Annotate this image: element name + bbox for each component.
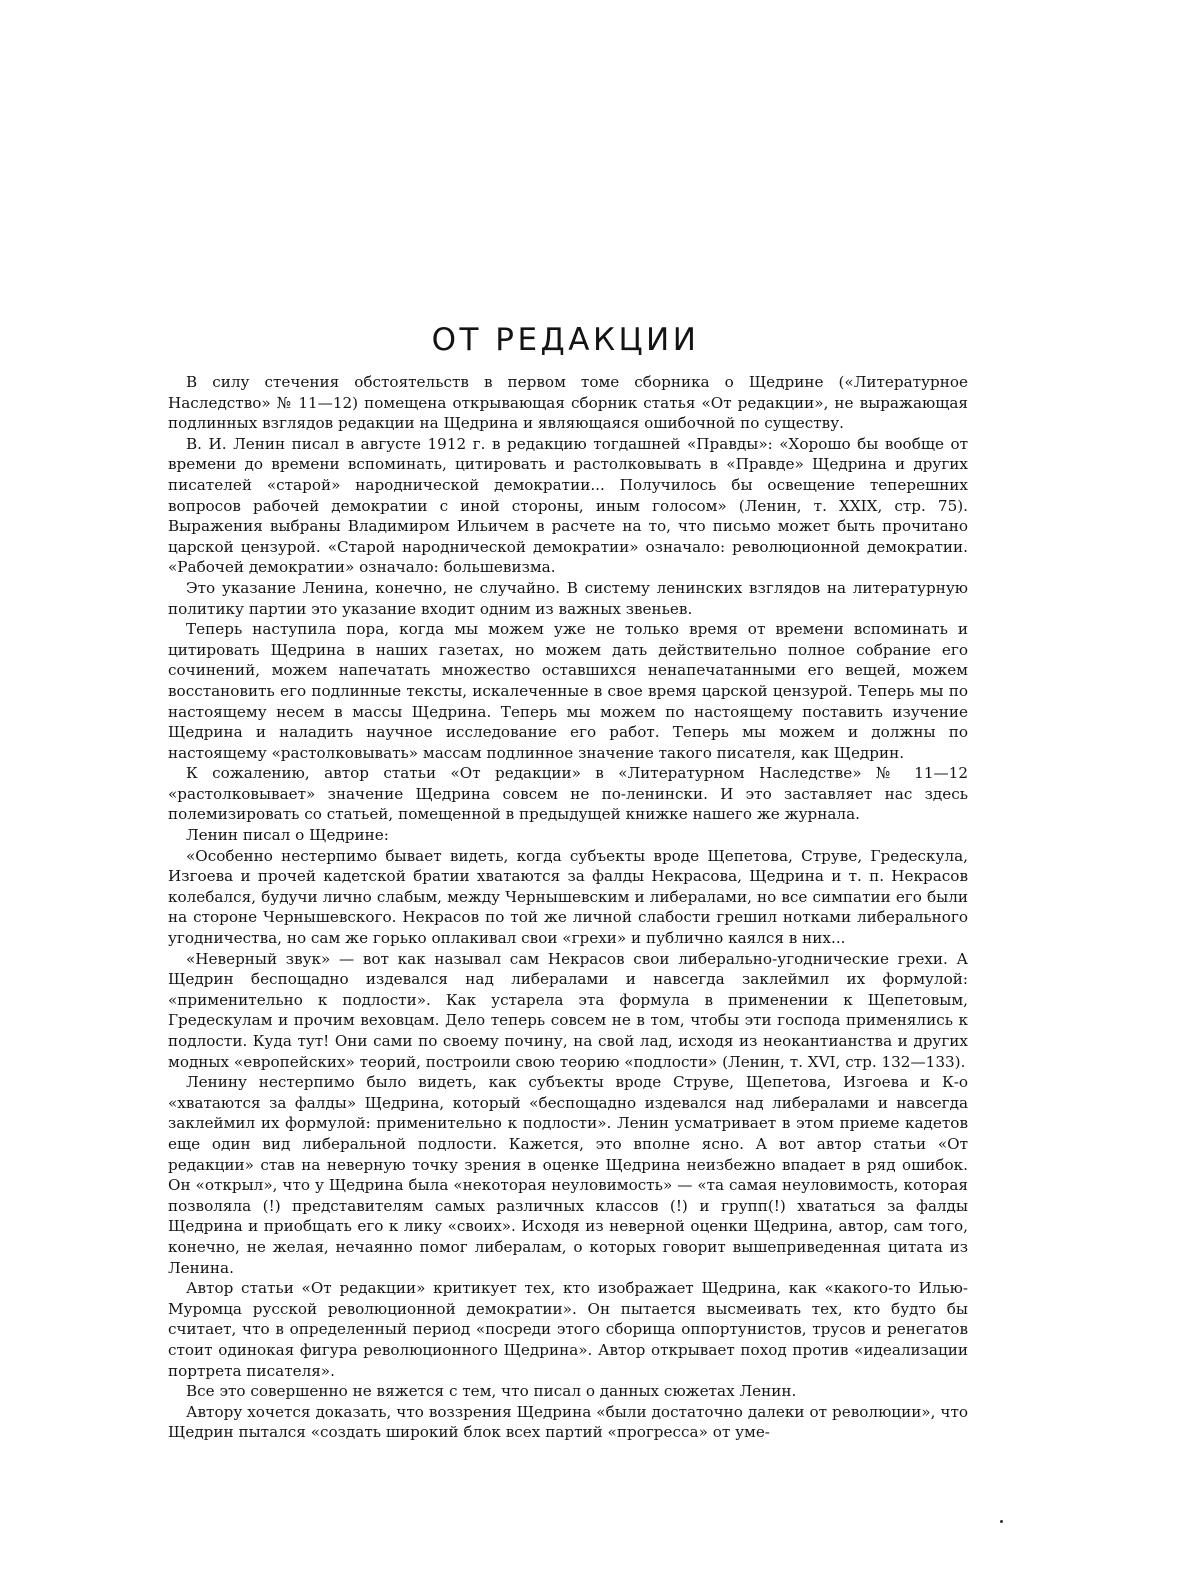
paragraph-2: В. И. Ленин писал в августе 1912 г. в редакцию тогдашней «Правды»: «Хорошо бы вообще от времени до времени вспоминать, цитировать и растолковывать в «Правде» Щедрина и других писателей «старой» народнической демократии... Получилось бы освещение теперешних вопросов рабочей демократии с иной стороны, иным голосом» (Ленин, т. XXIX, стр. 75). Выражения выбраны Владимиром Ильичем в расчете на то, что письмо может быть прочитано царской цензурой. «Старой народнической демократии» означало: революционной демократии. «Рабочей демократии» означало: большевизма.	[168, 434, 968, 577]
page-title: ОТ РЕДАКЦИИ	[431, 322, 700, 358]
article-body	[168, 372, 968, 1443]
paragraph-1: В силу стечения обстоятельств в первом томе сборника о Щедрине («Литературное Наследство» № 11—12) помещена открывающая сборник статья «От редакции», не выражающая подлинных взглядов редакции на Щедрина и являющаяся ошибочной по существу.	[168, 373, 968, 433]
paragraph-6: Ленин писал о Щедрине:	[186, 826, 389, 845]
paragraph-7: «Особенно нестерпимо бывает видеть, когда субъекты вроде Щепетова, Струве, Гредескула, Изгоева и прочей кадетской братии хватаются за фалды Некрасова, Щедрина и т. п. Некрасов колебался, будучи лично слабым, между Чернышевским и либералами, но все симпатии его были на стороне Чернышевского. Некрасов по той же личной слабости грешил нотками либерального угодничества, но сам же горько оплакивал свои «грехи» и публично каялся в них...	[168, 846, 968, 948]
ink-dot	[1000, 1520, 1003, 1523]
paragraph-4: Теперь наступила пора, когда мы можем уже не только время от времени вспоминать и цитировать Щедрина в наших газетах, но можем дать действительно полное собрание его сочинений, можем напечатать множество оставшихся ненапечатанными его вещей, можем восстановить его подлинные тексты, искалеченные в свое время царской цензурой. Теперь мы по настоящему несем в массы Щедрина. Теперь мы можем по настоящему поставить изучение Щедрина и наладить научное исследование его работ. Теперь мы можем и должны по настоящему «растолковывать» массам подлинное значение такого писателя, как Щедрин.	[168, 620, 968, 762]
paragraph-5: К сожалению, автор статьи «От редакции» в «Литературном Наследстве» № 11—12 «растолковывает» значение Щедрина совсем не по-ленински. И это заставляет нас здесь полемизировать со статьей, помещенной в предыдущей книжке нашего же журнала.	[168, 764, 968, 824]
paragraph-8: «Неверный звук» — вот как называл сам Некрасов свои либерально-угоднические грехи. А Щедрин беспощадно издевался над либералами и навсегда заклеймил их формулой: «применительно к подлости». Как устарела эта формула в применении к Щепетовым, Гредескулам и прочим веховцам. Дело теперь совсем не в том, чтобы эти господа применялись к подлости. Куда тут! Они сами по своему почину, на свой лад, исходя из неокантианства и других модных «европейских» теорий, построили свою теорию «подлости» (Ленин, т. XVI, стр. 132—133).	[168, 949, 968, 1071]
paragraph-9: Ленину нестерпимо было видеть, как субъекты вроде Струве, Щепетова, Изгоева и К-о «хватаются за фалды» Щедрина, который «беспощадно издевался над либералами и навсегда заклеймил их формулой: применительно к подлости». Ленин усматривает в этом приеме кадетов еще один вид либеральной подлости. Кажется, это вполне ясно. А вот автор статьи «От редакции» став на неверную точку зрения в оценке Щедрина неизбежно впадает в ряд ошибок. Он «открыл», что у Щедрина была «некоторая неуловимость» — «та самая неуловимость, которая позволяла (!) представителям самых различных классов (!) и групп(!) хвататься за фалды Щедрина и приобщать его к лику «своих». Исходя из неверной оценки Щедрина, автор, сам того, конечно, не желая, нечаянно помог либералам, о которых говорит вышеприведенная цитата из Ленина.	[168, 1073, 968, 1277]
paragraph-3: Это указание Ленина, конечно, не случайно. В систему ленинских взглядов на литературную политику партии это указание входит одним из важных звеньев.	[168, 578, 968, 618]
paragraph-11: Все это совершенно не вяжется с тем, что писал о данных сюжетах Ленин.	[186, 1382, 797, 1401]
paragraph-12: Автору хочется доказать, что воззрения Щедрина «были достаточно далеки от революции», что Щедрин пытался «создать широкий блок всех партий «прогресса» от уме-	[168, 1402, 968, 1442]
paragraph-10: Автор статьи «От редакции» критикует тех, кто изображает Щедрина, как «какого-то Илью-Муромца русской революционной демократии». Он пытается высмеивать тех, кто будто бы считает, что в определенный период «посреди этого сборища оппортунистов, трусов и ренегатов стоит одинокая фигура революционного Щедрина». Автор открывает поход против «идеализации портрета писателя».	[168, 1279, 968, 1380]
